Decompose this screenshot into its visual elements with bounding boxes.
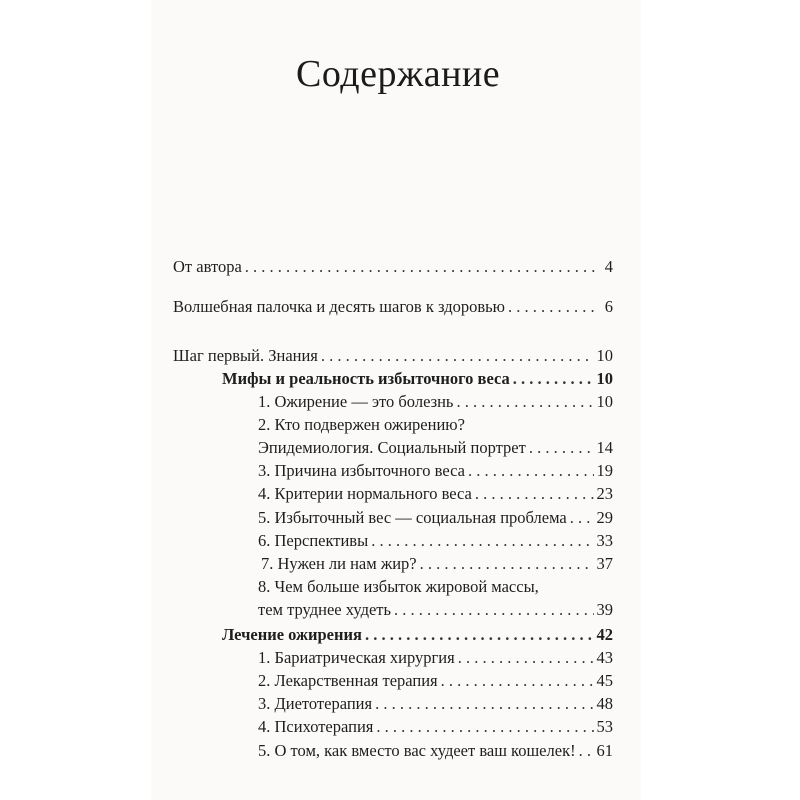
toc-entry-title: 1. Бариатрическая хирургия (258, 648, 455, 667)
leader-dots (570, 507, 594, 529)
leader-dots (375, 693, 593, 715)
leader-dots (529, 437, 594, 459)
toc-entry-psychotherapy[interactable] (258, 716, 613, 738)
toc-entry-page: 53 (596, 717, 613, 736)
toc-entry-cause[interactable] (258, 460, 613, 482)
toc-entry-title: 6. Перспективы (258, 531, 369, 550)
leader-dots (321, 345, 594, 367)
leader-dots (441, 670, 594, 692)
leader-dots (371, 530, 593, 552)
toc-entry-page: 43 (596, 648, 613, 667)
toc-entry-title: Лечение ожирения (222, 625, 362, 644)
toc-entry-excess-line1[interactable]: 8. Чем больше избыток жировой массы, (258, 577, 539, 596)
toc-entry-title: 5. О том, как вместо вас худеет ваш кошелек! (258, 741, 576, 760)
toc-entry-title: 4. Критерии нормального веса (258, 484, 472, 503)
toc-entry-criteria[interactable] (258, 483, 613, 505)
toc-entry-page: 37 (596, 554, 613, 573)
toc-entry-page: 61 (596, 741, 613, 760)
toc-entry-magic-wand[interactable] (173, 296, 613, 318)
toc-entry-harder[interactable] (258, 599, 613, 621)
toc-entry-diet-therapy[interactable] (258, 693, 613, 715)
toc-entry-page: 19 (596, 461, 613, 480)
toc-entry-page: 10 (596, 392, 613, 411)
toc-entry-page: 23 (596, 484, 613, 503)
toc-entry-title: От автора (173, 257, 242, 276)
toc-entry-need-fat[interactable] (261, 553, 613, 575)
leader-dots (475, 483, 594, 505)
toc-entry-title: тем труднее худеть (258, 600, 392, 619)
toc-entry-page: 48 (596, 694, 613, 713)
toc-entry-page: 14 (596, 438, 613, 457)
leader-dots (394, 599, 593, 621)
toc-entry-social-problem[interactable] (258, 507, 613, 529)
toc-entry-title: 1. Ожирение — это болезнь (258, 392, 454, 411)
leader-dots (513, 368, 594, 390)
toc-entry-page: 33 (596, 531, 613, 550)
toc-section-treatment[interactable] (222, 624, 613, 646)
toc-entry-page: 4 (604, 257, 613, 276)
toc-entry-wallet[interactable] (258, 740, 613, 762)
leader-dots (365, 624, 594, 646)
toc-entry-title: 3. Диетотерапия (258, 694, 373, 713)
toc-entry-title: 3. Причина избыточного веса (258, 461, 465, 480)
toc-entry-author[interactable] (173, 256, 613, 278)
toc-entry-disease[interactable] (258, 391, 613, 413)
toc-entry-step-one[interactable] (173, 345, 613, 367)
toc-entry-perspectives[interactable] (258, 530, 613, 552)
toc-entry-epidemiology[interactable] (258, 437, 613, 459)
toc-entry-title: Эпидемиология. Социальный портрет (258, 438, 526, 457)
toc-entry-title: 5. Избыточный вес — социальная проблема (258, 508, 567, 527)
toc-entry-title: 7. Нужен ли нам жир? (261, 554, 417, 573)
toc-entry-title: 2. Лекарственная терапия (258, 671, 438, 690)
leader-dots (376, 716, 593, 738)
toc-entry-drug-therapy[interactable] (258, 670, 613, 692)
toc-entry-title: Мифы и реальность избыточного веса (222, 369, 510, 388)
toc-entry-bariatric[interactable] (258, 647, 613, 669)
page-title: Содержание (296, 53, 501, 95)
toc-entry-title: Шаг первый. Знания (173, 346, 318, 365)
leader-dots (458, 647, 594, 669)
toc-entry-page: 39 (596, 600, 613, 619)
toc-entry-page: 10 (596, 369, 613, 388)
leader-dots (579, 740, 594, 762)
toc-entry-page: 6 (604, 297, 613, 316)
toc-entry-who-line1[interactable]: 2. Кто подвержен ожирению? (258, 415, 465, 434)
leader-dots (508, 296, 596, 318)
toc-entry-page: 45 (596, 671, 613, 690)
leader-dots (245, 256, 596, 278)
toc-entry-title: 4. Психотерапия (258, 717, 374, 736)
leader-dots (456, 391, 593, 413)
toc-entry-page: 10 (596, 346, 613, 365)
leader-dots (420, 553, 594, 575)
leader-dots (468, 460, 594, 482)
toc-entry-title: Волшебная палочка и десять шагов к здоровью (173, 297, 505, 316)
toc-entry-page: 29 (596, 508, 613, 527)
toc-section-myths[interactable] (222, 368, 613, 390)
toc-entry-page: 42 (596, 625, 613, 644)
